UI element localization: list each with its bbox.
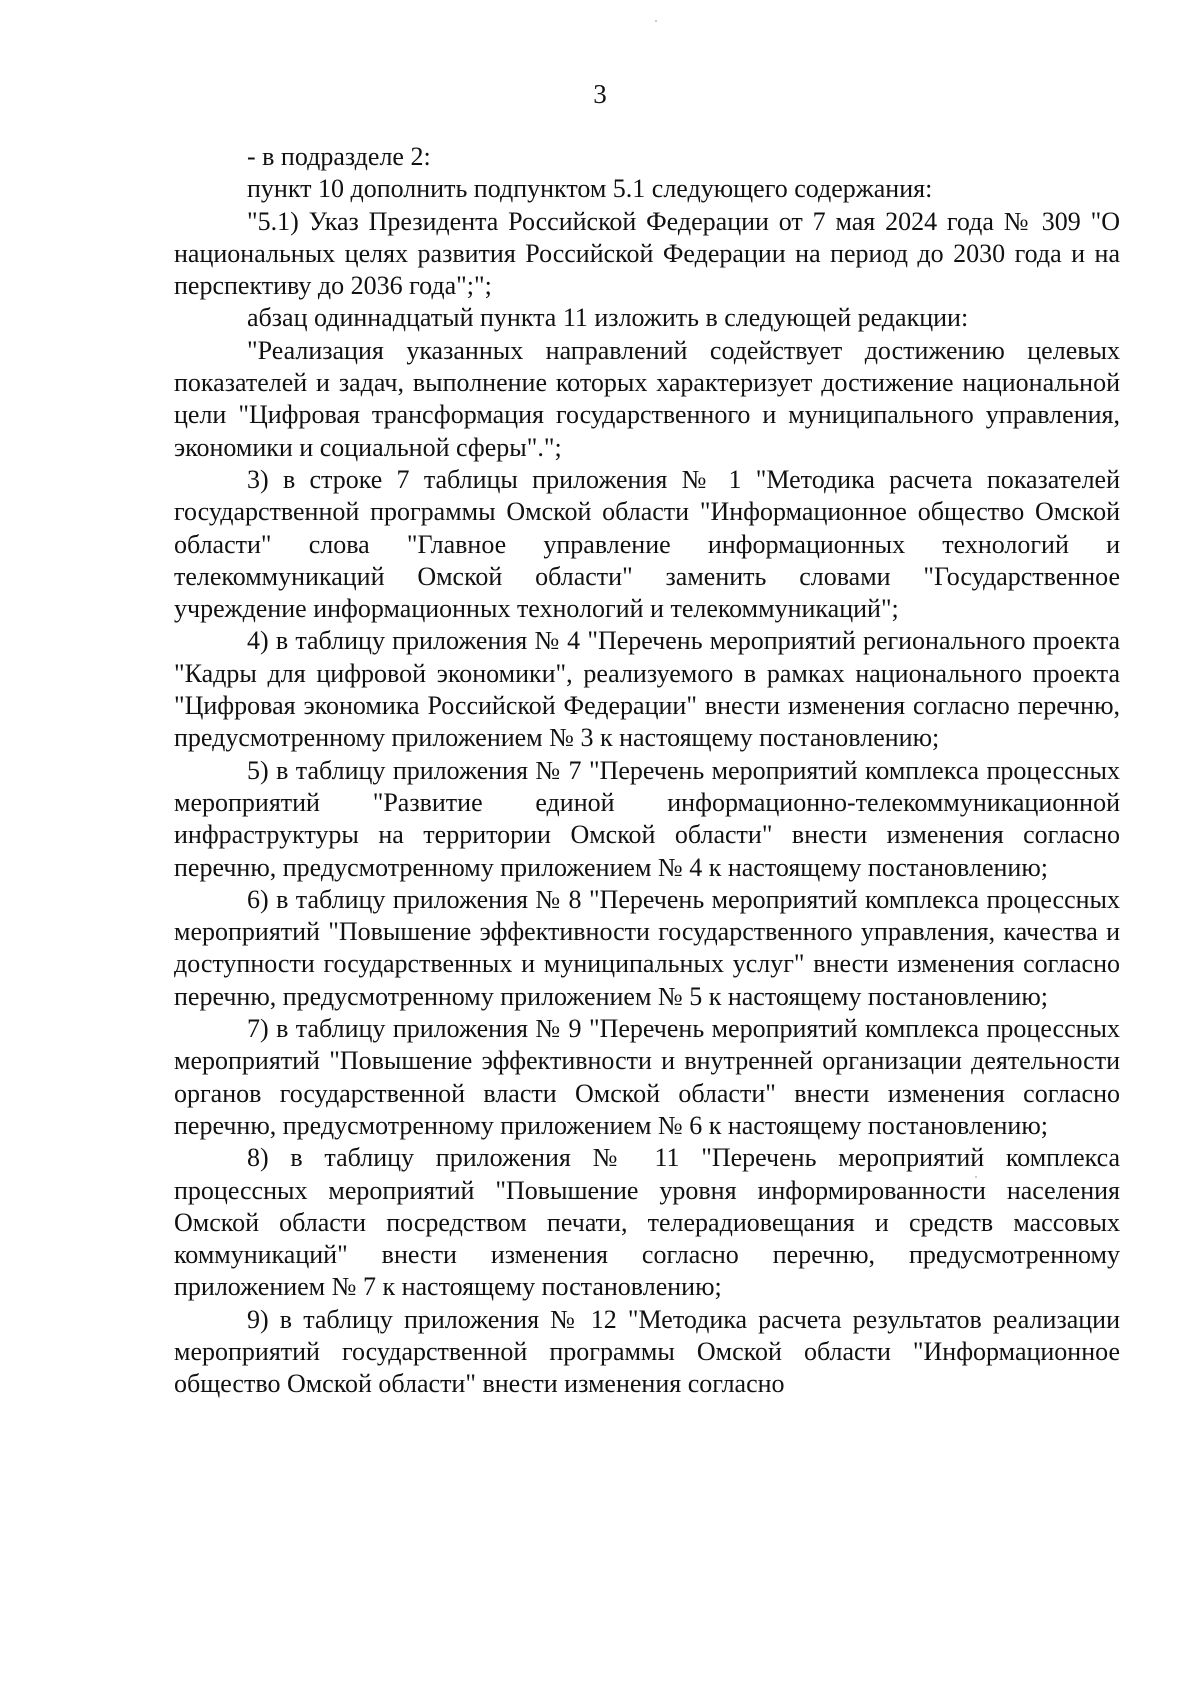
paragraph-item-4: 4) в таблицу приложения № 4 "Перечень мероприятий регионального проекта "Кадры для цифровой экономики", реализуемого в рамках национального проекта "Цифровая экономика Российской Федерации" внести изменения согласно перечню, предусмотренному приложением № 3 к настоящему постановлению; (174, 626, 1120, 753)
paragraph-point-10: пункт 10 дополнить подпунктом 5.1 следующего содержания: (247, 174, 933, 204)
document-body (174, 141, 1120, 1401)
paragraph-item-9: 9) в таблицу приложения № 12 "Методика расчета результатов реализации мероприятий государственной программы Омской области "Информационное общество Омской области" внести изменения согласно (174, 1304, 1120, 1399)
paragraph-item-5: 5) в таблицу приложения № 7 "Перечень мероприятий комплекса процессных мероприятий "Развитие единой информационно-телекоммуникационной инфраструктуры на территории Омской области" внести изменения согласно перечню, предусмотренному приложением № 4 к настоящему постановлению; (174, 755, 1120, 882)
paragraph-item-3: 3) в строке 7 таблицы приложения № 1 "Методика расчета показателей государственной программы Омской области "Информационное общество Омской области" слова "Главное управление информационных технологий и телекоммуникаций Омской области" заменить словами "Государственное учреждение информационных технологий и телекоммуникаций"; (174, 464, 1120, 624)
page-number: 3 (593, 79, 607, 109)
paragraph-item-7: 7) в таблицу приложения № 9 "Перечень мероприятий комплекса процессных мероприятий "Повышение эффективности и внутренней организации деятельности органов государственной власти Омской области" внести изменения согласно перечню, предусмотренному приложением № 6 к настоящему постановлению; (174, 1014, 1120, 1140)
paragraph-item-6: 6) в таблицу приложения № 8 "Перечень мероприятий комплекса процессных мероприятий "Повышение эффективности государственного управления, качества и доступности государственных и муниципальных услуг" внести изменения согласно перечню, предусмотренному приложением № 5 к настоящему постановлению; (174, 884, 1120, 1011)
paragraph-goals-quote: "Реализация указанных направлений содействует достижению целевых показателей и задач, выполнение которых характеризует достижение национальной цели "Цифровая трансформация государственного и муниципального управления, экономики и социальной сферы"."; (174, 335, 1120, 462)
scan-speck (655, 20, 657, 22)
paragraph-point-11: абзац одиннадцатый пункта 11 изложить в следующей редакции: (247, 303, 969, 333)
paragraph-item-8: 8) в таблицу приложения № 11 "Перечень мероприятий комплекса процессных мероприятий "Повышение уровня информированности населения Омской области посредством печати, телерадиовещания и средств массовых коммуникаций" внести изменения согласно перечню, предусмотренному приложением № 7 к настоящему постановлению; (174, 1143, 1120, 1302)
paragraph-decree-quote: "5.1) Указ Президента Российской Федерации от 7 мая 2024 года № 309 "О национальных целях развития Российской Федерации на период до 2030 года и на перспективу до 2036 года";"; (174, 206, 1120, 301)
paragraph-subsection-intro: - в подразделе 2: (247, 142, 431, 171)
